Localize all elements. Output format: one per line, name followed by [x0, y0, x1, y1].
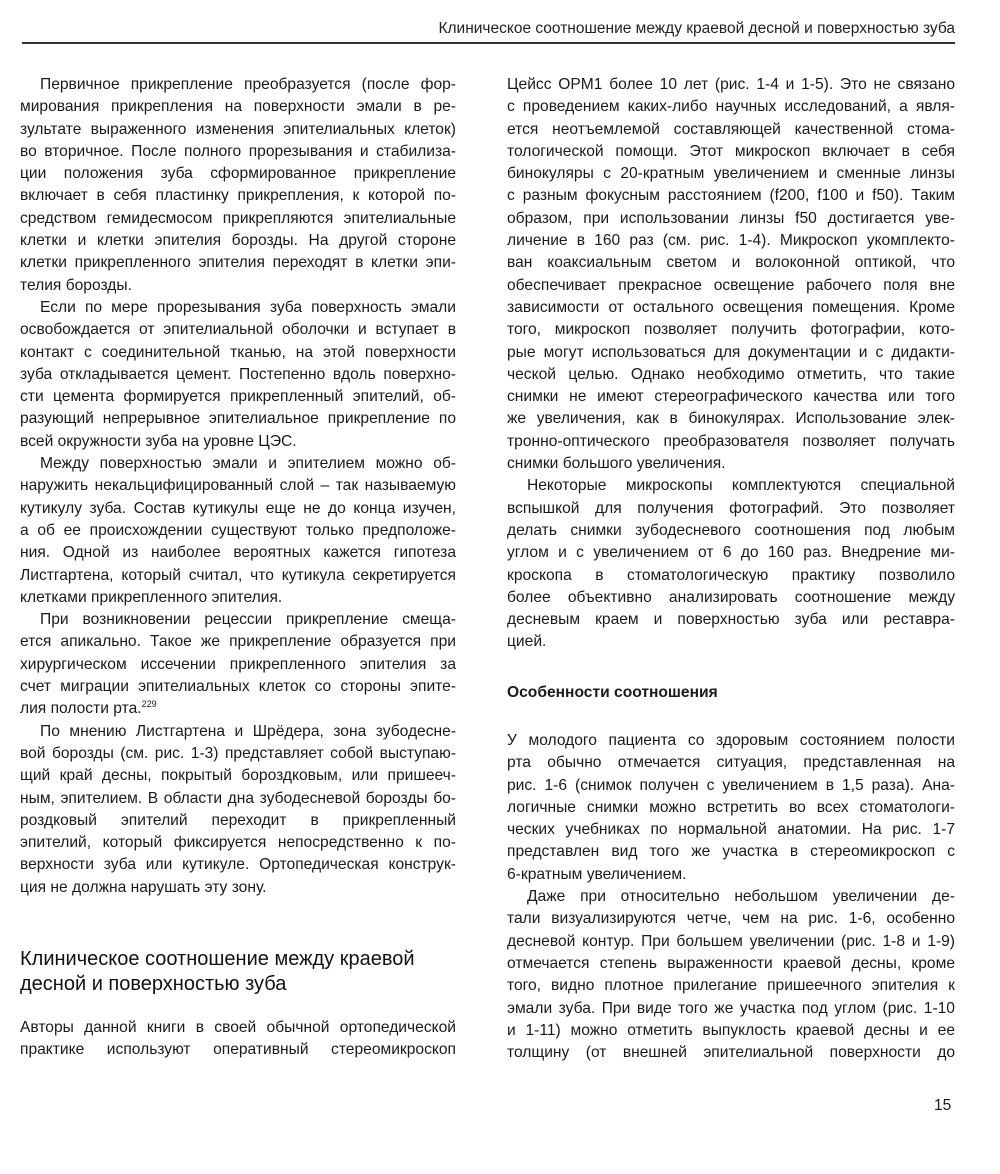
- text-line-content: десневой контур. При большем увеличении (рис. 1-8 и 1-9): [507, 932, 955, 950]
- right-column: [507, 0, 955, 1174]
- text-line: [20, 609, 456, 631]
- text-line-content: личение в 160 раз (см. рис. 1-4). Микроскоп укомплекто-: [507, 232, 955, 250]
- subheading: Особенности соотношения: [507, 684, 718, 701]
- text-line: [507, 319, 955, 341]
- text-line: [20, 96, 456, 118]
- text-line: [20, 297, 456, 319]
- text-line-content: ется апикально. Такое же прикрепление образуется при: [20, 633, 456, 651]
- text-line: [507, 1020, 955, 1042]
- text-line-content: логичные снимки можно встретить во всех стоматологи-: [507, 798, 955, 816]
- text-line-content: телия борозды.: [20, 276, 132, 294]
- text-line-content: практике используют оперативный стереомикроскоп: [20, 1041, 456, 1059]
- text-line-content: зуба откладывается цемент. Постепенно вдоль поверхно-: [20, 365, 456, 383]
- text-line-content: клетки и клетки эпителия борозды. На другой стороне: [20, 232, 456, 250]
- text-line-content: во вторичное. После полного прорезывания и стабилиза-: [20, 142, 456, 160]
- text-line: [20, 810, 456, 832]
- text-line: [507, 998, 955, 1020]
- text-line-content: толщину (от внешней эпителиальной поверхности до: [507, 1044, 955, 1062]
- text-line-content: мирования прикрепления на поверхности эмали в ре-: [20, 98, 456, 116]
- text-line-content: того, микроскоп позволяет получить фотографии, кото-: [507, 321, 955, 339]
- text-line: [507, 297, 955, 319]
- text-line-content: ция не должна нарушать эту зону.: [20, 878, 267, 896]
- text-line: [507, 163, 955, 185]
- text-line-content: 6-кратным увеличением.: [507, 865, 687, 883]
- text-line: [20, 475, 456, 497]
- text-line-content: и 1-11) можно отметить выпуклость краевой десны и ее: [507, 1021, 955, 1039]
- paragraph: [20, 297, 456, 453]
- text-line-content: При возникновении рецессии прикрепление смеща-: [40, 611, 456, 629]
- text-line-content: снимки не имеют стереографического качества или того: [507, 388, 955, 406]
- paragraph: [20, 721, 456, 899]
- text-line: [507, 342, 955, 364]
- text-line: [507, 953, 955, 975]
- text-line-content: зависимости от остального освещения помещения. Кроме: [507, 298, 955, 316]
- text-line: [507, 141, 955, 163]
- text-line: [20, 721, 456, 743]
- text-line-content: тали визуализируются четче, чем на рис. 1-6, особенно: [507, 910, 955, 928]
- text-line-content: клетками прикрепленного эпителия.: [20, 588, 283, 606]
- text-line-content: У молодого пациента со здоровым состоянием полости: [507, 732, 955, 749]
- text-line-content: отмечается степень выраженности краевой десны, кроме: [507, 954, 955, 972]
- text-line: [20, 185, 456, 207]
- text-line: [20, 275, 456, 297]
- text-line-content: сти цемента формируется прикрепленный эпителий, об-: [20, 388, 456, 406]
- text-line: [20, 74, 456, 96]
- text-line-content: цией.: [507, 633, 547, 651]
- text-line-content: разующий непрерывное эпителиальное прикрепление по: [20, 410, 456, 428]
- text-line-content: ния. Одной из наиболее вероятных кажется гипотеза: [20, 544, 456, 562]
- text-line: [507, 587, 955, 609]
- paragraph: [20, 74, 456, 297]
- text-line: [507, 74, 955, 96]
- text-line-content: роздковый эпителий переходит в прикрепленный: [20, 811, 456, 829]
- text-line: [507, 975, 955, 997]
- text-line: [507, 386, 955, 408]
- text-line-content: рые могут использоваться для документации и с дидакти-: [507, 343, 955, 361]
- text-line: [20, 877, 456, 899]
- text-line: [507, 542, 955, 564]
- text-line-content: а об ее происхождении существуют только предположе-: [20, 521, 456, 539]
- text-line-content: Авторы данной книги в своей обычной ортопедической: [20, 1019, 456, 1036]
- paragraph: [507, 475, 955, 653]
- text-line-content: рта обычно отмечается ситуация, представленная на: [507, 754, 955, 772]
- right-top-text: [507, 74, 955, 654]
- right-section-text: [507, 730, 955, 1064]
- left-column: [20, 0, 456, 1174]
- text-line: [507, 230, 955, 252]
- text-line-content: углом и с увеличением от 6 до 160 раз. Внедрение ми-: [507, 544, 955, 562]
- text-line-content: Цейсс OPM1 более 10 лет (рис. 1-4 и 1-5). Это не связано: [507, 76, 955, 93]
- left-section-text: [20, 1017, 456, 1062]
- text-line-content: снимки большого увеличения.: [507, 455, 726, 473]
- paragraph: [20, 1017, 456, 1062]
- text-line: [507, 1042, 955, 1064]
- text-line: [507, 886, 955, 908]
- text-line-content: вой борозды (см. рис. 1-3) представляет собой выступаю-: [20, 744, 456, 762]
- text-line: [20, 498, 456, 520]
- paragraph: [20, 453, 456, 609]
- text-line-content: щий край десны, покрытый бороздковым, или пришееч-: [20, 767, 456, 785]
- text-line-content: рис. 1-6 (снимок получен с увеличением в 1,5 раза). Ана-: [507, 776, 955, 794]
- text-line-content: кроскопа в стоматологическую практику позволило: [507, 566, 955, 584]
- text-line: [507, 431, 955, 453]
- text-line-content: вспышкой для получения фотографий. Это позволяет: [507, 499, 955, 517]
- text-line-content: ции положения зуба сформированное прикрепление: [20, 165, 456, 183]
- section-heading: [20, 947, 456, 997]
- text-line: [507, 775, 955, 797]
- text-line-content: контакт с соединительной тканью, на этой поверхности: [20, 343, 456, 361]
- text-line: [20, 765, 456, 787]
- text-line: [20, 587, 456, 609]
- paragraph: [20, 609, 456, 720]
- text-line-content: представлен вид того же участка в стереомикроскоп с: [507, 843, 955, 861]
- section-heading-line: Клиническое соотношение между краевой: [20, 948, 415, 970]
- text-line: [20, 788, 456, 810]
- text-line-content: эпителий, который фиксируется непосредственно к по-: [20, 834, 456, 852]
- text-line: [20, 163, 456, 185]
- text-line: [20, 208, 456, 230]
- running-head: Клиническое соотношение между краевой десной и поверхностью зуба: [438, 20, 955, 37]
- text-line: [20, 453, 456, 475]
- text-line-content: Листгартена, который считал, что кутикула секретируется: [20, 566, 456, 584]
- text-line-content: средством гемидесмосом прикрепляются эпителиальные: [20, 209, 456, 227]
- text-line-content: Первичное прикрепление преобразуется (после фор-: [40, 76, 456, 93]
- text-line-content: Некоторые микроскопы комплектуются специальной: [527, 477, 955, 495]
- text-line-content: хирургическом иссечении прикрепленного эпителия за: [20, 655, 456, 673]
- text-line: [20, 676, 456, 698]
- text-line: [20, 654, 456, 676]
- text-line-content: тологической помощи. Этот микроскоп включает в себя: [507, 142, 955, 160]
- text-line-content: клетки прикрепленного эпителия переходят в клетки эпи-: [20, 254, 456, 272]
- text-line: [507, 453, 955, 475]
- text-line-content: лия полости рта.: [20, 700, 142, 718]
- text-line: [507, 520, 955, 542]
- text-line: [507, 275, 955, 297]
- text-line: [507, 96, 955, 118]
- text-line: [20, 698, 456, 720]
- text-line: [507, 631, 955, 653]
- left-top-text: [20, 74, 456, 899]
- text-line: [507, 252, 955, 274]
- text-line-content: счет миграции эпителиальных клеток со стороны эпите-: [20, 678, 456, 696]
- text-line-content: ван коаксиальным светом и волоконной оптикой, что: [507, 254, 955, 272]
- text-line: [507, 908, 955, 930]
- text-line: [507, 752, 955, 774]
- text-line-content: освобождается от эпителиальной оболочки и вступает в: [20, 321, 456, 339]
- text-line-content: тронно-оптического преобразователя позволяет получать: [507, 432, 955, 450]
- text-line: [20, 408, 456, 430]
- text-line: [507, 119, 955, 141]
- text-line: [20, 565, 456, 587]
- text-line: [20, 1017, 456, 1039]
- text-line-content: того, видно плотное прилегание пришеечного эпителия к: [507, 977, 955, 995]
- text-line: [507, 408, 955, 430]
- text-line-content: делать снимки зубодесневого соотношения под любым: [507, 521, 955, 539]
- text-line-content: с проведением каких-либо научных исследований, а явля-: [507, 98, 955, 116]
- text-line-content: Между поверхностью эмали и эпителием можно об-: [40, 455, 456, 473]
- text-line-content: обеспечивает прекрасное освещение рабочего поля вне: [507, 276, 955, 294]
- text-line: [507, 364, 955, 386]
- text-line: [20, 1039, 456, 1061]
- text-line: [507, 498, 955, 520]
- text-line: [20, 364, 456, 386]
- text-line-content: ческих учебниках по нормальной анатомии. На рис. 1-7: [507, 821, 955, 839]
- text-line: [507, 475, 955, 497]
- text-line: [20, 542, 456, 564]
- text-line: [507, 819, 955, 841]
- text-line: [507, 841, 955, 863]
- text-line: [20, 230, 456, 252]
- text-line: [507, 565, 955, 587]
- page-number: 15: [934, 1097, 952, 1114]
- text-line-content: ется неотъемлемой составляющей качественной стома-: [507, 120, 955, 138]
- text-line: [20, 520, 456, 542]
- text-line-content: более объективно анализировать соотношение между: [507, 588, 955, 606]
- text-line-content: с разным фокусным расстоянием (f200, f100 и f50). Таким: [507, 187, 955, 205]
- text-line: [507, 609, 955, 631]
- text-line-content: десневым краем и поверхностью зуба или реставра-: [507, 611, 955, 629]
- paragraph: [507, 74, 955, 475]
- text-line-content: По мнению Листгартена и Шрёдера, зона зубодесне-: [40, 722, 456, 740]
- text-line: [507, 797, 955, 819]
- text-line-content: кутикулу зуба. Состав кутикулы еще не до конца изучен,: [20, 499, 456, 517]
- text-line: [20, 631, 456, 653]
- paragraph: [507, 730, 955, 886]
- text-line-content: верхности зуба или кутикуле. Ортопедическая конструк-: [20, 856, 456, 874]
- text-line: [20, 854, 456, 876]
- text-line-content: эмали зуба. При виде того же участка под углом (рис. 1-10: [507, 999, 955, 1017]
- text-line: [507, 208, 955, 230]
- text-line-content: ческой целью. Однако необходимо отметить, что такие: [507, 365, 955, 383]
- text-line: [20, 119, 456, 141]
- text-line: [20, 141, 456, 163]
- text-line-content: наружить некальцифицированный слой – так называемую: [20, 477, 456, 495]
- footnote-reference: 229: [141, 699, 157, 710]
- text-line: [20, 319, 456, 341]
- text-line: [20, 431, 456, 453]
- section-heading-line: десной и поверхностью зуба: [20, 973, 287, 995]
- text-line: [20, 252, 456, 274]
- paragraph: [507, 886, 955, 1064]
- text-line: [507, 864, 955, 886]
- text-line: [20, 386, 456, 408]
- text-line-content: зультате выраженного изменения эпителиальных клеток): [20, 120, 456, 138]
- text-line-content: образом, при использовании линзы f50 достигается уве-: [507, 209, 955, 227]
- text-line-content: же увеличения, как в бинокулярах. Использование элек-: [507, 410, 955, 428]
- text-line: [20, 832, 456, 854]
- text-line-content: Даже при относительно небольшом увеличении де-: [527, 888, 955, 906]
- text-line-content: Если по мере прорезывания зуба поверхность эмали: [40, 298, 456, 316]
- text-line-content: включает в себя пластинку прикрепления, к которой по-: [20, 187, 456, 205]
- text-line-content: бинокуляры с 20-кратным увеличением и сменные линзы: [507, 165, 955, 183]
- text-line: [507, 185, 955, 207]
- text-line-content: ным, эпителием. В области дна зубодесневой борозды бо-: [20, 789, 456, 807]
- text-line: [507, 730, 955, 752]
- text-line: [20, 743, 456, 765]
- text-line: [20, 342, 456, 364]
- text-line: [507, 931, 955, 953]
- text-line-content: всей окружности зуба на уровне ЦЭС.: [20, 432, 297, 450]
